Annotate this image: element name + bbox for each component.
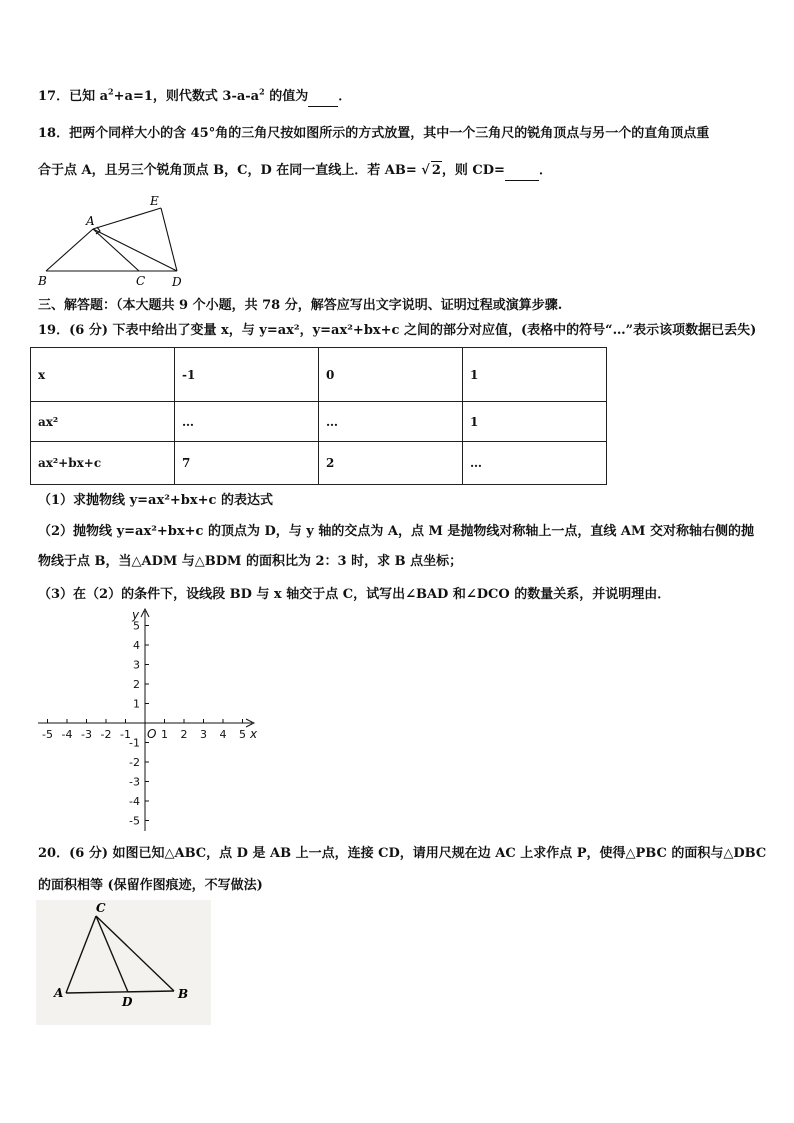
y-tick-label: -3	[129, 775, 140, 789]
label-A: A	[86, 214, 95, 228]
q17-end: ．	[338, 89, 352, 104]
q18-line2-pre: 合于点 A，且另三个锐角顶点 B，C，D 在同一直线上．若 AB=	[38, 163, 417, 178]
table-cell: 0	[319, 348, 463, 402]
y-tick-label: 5	[133, 619, 140, 633]
line-AC	[93, 229, 139, 271]
y-tick-label: 1	[133, 697, 140, 711]
question-18-line2: 合于点 A，且另三个锐角顶点 B，C，D 在同一直线上．若 AB= √ 2，则 CD= ．	[38, 161, 552, 181]
label-C: C	[136, 274, 146, 288]
q19-part2-line2: 物线于点 B，当△ADM 与△BDM 的面积比为 2：3 时，求 B 点坐标；	[38, 554, 463, 569]
y-tick-label: 3	[133, 658, 140, 672]
x-tick-label: -2	[100, 728, 112, 741]
y-tick-label: -2	[129, 756, 140, 769]
label-A: A	[54, 986, 64, 1000]
label-C: C	[96, 901, 106, 915]
q19-coordinate-plane	[30, 605, 270, 835]
x-tick-label: 1	[161, 728, 168, 741]
table-row	[31, 442, 607, 485]
y-tick-label: -5	[129, 814, 140, 828]
x-tick-label: -5	[42, 728, 53, 741]
q17-exp1: 2	[108, 86, 114, 97]
q18-line2-post: ，则 CD=	[441, 163, 505, 178]
table-cell: …	[319, 402, 463, 442]
question-20-line1: 20．(6 分) 如图已知△ABC，点 D 是 AB 上一点，连接 CD，请用尺规在边 AC 上求作点 P，使得△PBC 的面积与△DBC	[38, 846, 767, 861]
label-D: D	[122, 995, 133, 1009]
x-tick-label: -4	[61, 728, 73, 741]
q18-answer-blank[interactable]	[505, 162, 539, 181]
q17-exp2: 2	[259, 86, 265, 97]
x-tick-label: 3	[200, 728, 207, 741]
table-row	[31, 402, 607, 442]
table-cell: …	[463, 442, 607, 485]
y-tick-label: -1	[129, 736, 140, 750]
y-tick-label: 2	[133, 678, 140, 691]
label-D: D	[172, 275, 182, 289]
q17-answer-blank[interactable]	[308, 88, 338, 107]
question-19-intro: 19．(6 分) 下表中给出了变量 x，与 y=ax²，y=ax²+bx+c 之间的部分对应值，(表格中的符号“…”表示该项数据已丢失)	[38, 323, 757, 338]
q19-part2-line1: （2）抛物线 y=ax²+bx+c 的顶点为 D，与 y 轴的交点为 A，点 M 是抛物线对称轴上一点，直线 AM 交对称轴右侧的抛	[38, 524, 754, 539]
q17-suffix: 的值为	[264, 89, 309, 104]
question-17	[38, 88, 351, 107]
x-axis-label: x	[250, 727, 258, 741]
q17-mid: +a=1，则代数式 3-a-a	[113, 89, 260, 104]
x-tick-label: -3	[81, 728, 92, 741]
table-row	[31, 348, 607, 402]
x-tick-label: 4	[219, 728, 227, 741]
line-AD	[93, 229, 177, 271]
label-B: B	[38, 274, 47, 288]
line-ED	[161, 208, 177, 271]
q17-prefix: 17．已知 a	[38, 89, 109, 104]
table-cell: x	[31, 348, 175, 402]
q19-part1: （1）求抛物线 y=ax²+bx+c 的表达式	[38, 493, 273, 508]
question-20-line2: 的面积相等 (保留作图痕迹，不写做法)	[38, 878, 263, 893]
y-tick-label: 4	[133, 639, 140, 652]
line-AB	[46, 229, 93, 271]
y-axis-label: y	[132, 608, 140, 622]
table-cell: -1	[175, 348, 319, 402]
table-cell: 2	[319, 442, 463, 485]
q18-sqrt-value: 2	[431, 163, 441, 178]
q18-triangle-figure	[30, 190, 200, 290]
x-tick-label: -1	[120, 728, 131, 741]
label-E: E	[150, 194, 159, 208]
table-cell: 7	[175, 442, 319, 485]
origin-label: O	[147, 727, 157, 741]
q19-part3: （3）在（2）的条件下，设线段 BD 与 x 轴交于点 C，试写出∠BAD 和∠DCO 的数量关系，并说明理由．	[38, 587, 671, 602]
x-tick-label: 5	[239, 728, 246, 741]
table-cell: ax²+bx+c	[31, 442, 175, 485]
table-cell: ax²	[31, 402, 175, 442]
line-AE	[93, 208, 161, 229]
label-B: B	[178, 987, 189, 1001]
q19-value-table	[30, 347, 607, 485]
q18-end: ．	[538, 163, 552, 178]
section-3-header: 三、解答题：（本大题共 9 个小题，共 78 分，解答应写出文字说明、证明过程或演算步骤.	[38, 298, 563, 313]
q20-triangle-figure	[36, 900, 211, 1025]
question-18-line1: 18．把两个同样大小的含 45°角的三角尺按如图所示的方式放置，其中一个三角尺的锐角顶点与另一个的直角顶点重	[38, 126, 710, 141]
x-tick-label: 2	[180, 728, 188, 741]
table-cell: 1	[463, 402, 607, 442]
y-tick-label: -4	[129, 795, 140, 808]
table-cell: 1	[463, 348, 607, 402]
table-cell: …	[175, 402, 319, 442]
